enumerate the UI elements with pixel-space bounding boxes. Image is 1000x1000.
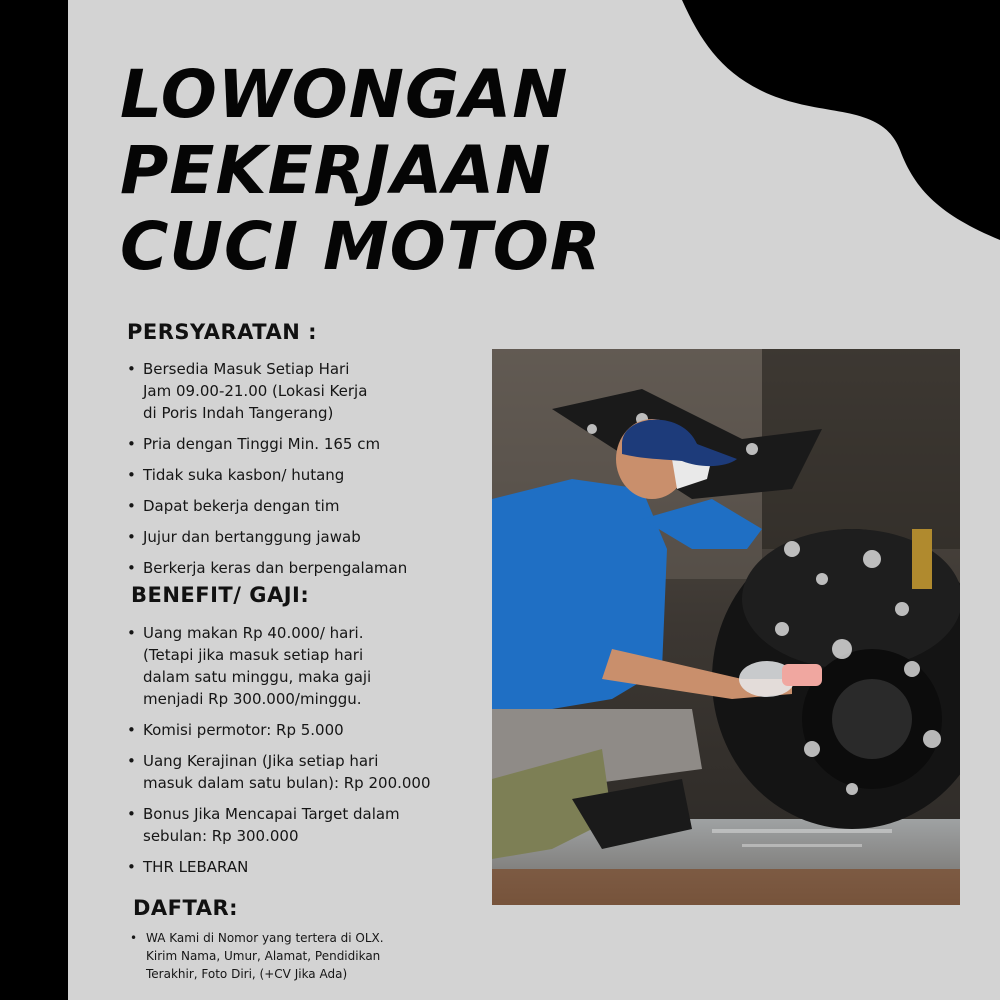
- benefits-list: [127, 622, 487, 887]
- requirements-list: [127, 358, 487, 588]
- apply-heading: DAFTAR:: [133, 896, 239, 920]
- list-item: • WA Kami di Nomor yang tertera di OLX. Kirim Nama, Umur, Alamat, Pendidikan Terakhir, Foto Diri, (+CV Jika Ada): [130, 929, 470, 983]
- title-line-1: LOWONGAN: [120, 56, 569, 133]
- list-item: • Bonus Jika Mencapai Target dalam sebulan: Rp 300.000: [127, 803, 487, 847]
- list-item: • Uang makan Rp 40.000/ hari. (Tetapi jika masuk setiap hari dalam satu minggu, maka gaji menjadi Rp 300.000/minggu.: [127, 622, 487, 710]
- motorbike-wash-photo: [492, 349, 960, 905]
- title-line-3: CUCI MOTOR: [120, 208, 602, 285]
- list-item: • THR LEBARAN: [127, 856, 487, 878]
- list-item: • Dapat bekerja dengan tim: [127, 495, 487, 517]
- list-item: • Bersedia Masuk Setiap Hari Jam 09.00-21.00 (Lokasi Kerja di Poris Indah Tangerang): [127, 358, 487, 424]
- requirements-heading: PERSYARATAN :: [127, 320, 318, 344]
- list-item: • Komisi permotor: Rp 5.000: [127, 719, 487, 741]
- poster-title: [120, 56, 602, 285]
- apply-list: [130, 929, 470, 992]
- list-item: • Berkerja keras dan berpengalaman: [127, 557, 487, 579]
- list-item: • Pria dengan Tinggi Min. 165 cm: [127, 433, 487, 455]
- benefits-heading: BENEFIT/ GAJI:: [131, 583, 310, 607]
- title-line-2: PEKERJAAN: [120, 132, 552, 209]
- list-item: • Jujur dan bertanggung jawab: [127, 526, 487, 548]
- list-item: • Uang Kerajinan (Jika setiap hari masuk dalam satu bulan): Rp 200.000: [127, 750, 487, 794]
- list-item: • Tidak suka kasbon/ hutang: [127, 464, 487, 486]
